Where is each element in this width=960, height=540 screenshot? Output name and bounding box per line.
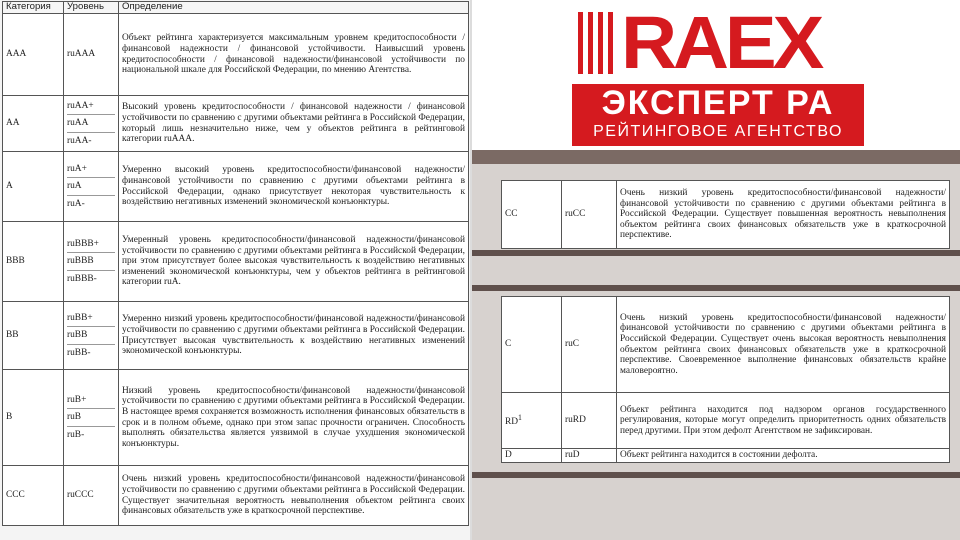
- logo-bars-icon: [578, 12, 613, 74]
- table-row: [3, 302, 469, 370]
- table-row: [502, 393, 950, 449]
- level-cell: [64, 302, 119, 370]
- level-cell: ruRD: [562, 393, 617, 449]
- table-row: [502, 181, 950, 249]
- level-cell: [64, 466, 119, 526]
- level-cell: ruC: [562, 297, 617, 393]
- level-cell: [64, 222, 119, 302]
- definition-cell: Объект рейтинга находится под надзором органов государственного регулирования, которые могут определить приоритетность одних обязательств перед другими. При этом дефолт Агентством не зафиксирован.: [617, 393, 950, 449]
- header-level: Уровень: [64, 2, 119, 14]
- rating-cc-table: [501, 180, 950, 249]
- table-header-row: [3, 2, 469, 14]
- header-definition: Определение: [119, 2, 469, 14]
- footnote-mark: 1: [518, 413, 522, 423]
- level-value: ruA: [67, 178, 115, 196]
- category-cell: BBB: [3, 222, 64, 302]
- level-value: ruAA-: [67, 135, 92, 146]
- left-panel: [0, 0, 470, 540]
- level-value: ruCCC: [67, 490, 94, 501]
- divider-stripe: [472, 250, 960, 256]
- category-cell: AA: [3, 96, 64, 152]
- level-value: ruAA: [67, 115, 115, 133]
- level-cell: [64, 96, 119, 152]
- definition-cell: Умеренно высокий уровень кредитоспособности/финансовой надежности/финансовой устойчивости по сравнению с другими объектами рейтинга в Российской Федерации, однако присутствует некоторая чувствительность к воздействию негативных изменений экономической конъюнктуры.: [119, 152, 469, 222]
- table-row: [3, 96, 469, 152]
- level-value: ruBBB: [67, 253, 115, 271]
- divider-stripe: [472, 472, 960, 478]
- category-cell: D: [502, 449, 562, 463]
- logo-brand: RAEX: [621, 1, 821, 84]
- level-value: ruBBB-: [67, 273, 97, 284]
- level-cell: ruCC: [562, 181, 617, 249]
- table-row: [3, 466, 469, 526]
- category-cell: AAA: [3, 14, 64, 96]
- brown-band: [472, 150, 960, 164]
- rating-scale-table: [2, 1, 469, 526]
- category-cell: B: [3, 370, 64, 466]
- category-cell: A: [3, 152, 64, 222]
- level-cell: [64, 152, 119, 222]
- level-value: ruB-: [67, 429, 85, 440]
- category-cell: BB: [3, 302, 64, 370]
- level-value: ruA-: [67, 198, 85, 209]
- definition-cell: Очень низкий уровень кредитоспособности/финансовой надежности/финансовой устойчивости по сравнению с другими объектами рейтинга в Российской Федерации. Существует значительная вероятность невыполнения объектом рейтинга своих финансовых обязательств уже в краткосрочной перспективе.: [119, 466, 469, 526]
- level-value: ruBBB+: [67, 236, 115, 254]
- table-row: [3, 152, 469, 222]
- logo-name: ЭКСПЕРТ РА: [601, 84, 835, 122]
- table-row: [3, 14, 469, 96]
- definition-cell: Очень низкий уровень кредитоспособности/финансовой надежности/финансовой устойчивости по сравнению с другими объектами рейтинга в Российской Федерации. Существует очень высокая вероятность невыполнения объектом рейтинга своих финансовых обязательств уже в краткосрочной перспективе. Своевременное выполнение финансовых обязательств крайне маловероятно.: [617, 297, 950, 393]
- category-cell: [502, 393, 562, 449]
- level-value: ruB+: [67, 392, 115, 410]
- logo-tagline: РЕЙТИНГОВОЕ АГЕНТСТВО: [593, 123, 843, 140]
- logo-plate: [572, 84, 864, 146]
- table-row: [3, 222, 469, 302]
- raex-wordmark: [572, 1, 864, 84]
- level-value: ruA+: [67, 161, 115, 179]
- definition-cell: Умеренно низкий уровень кредитоспособности/финансовой надежности/финансовой устойчивости по сравнению с другими объектами рейтинга в Российской Федерации. Присутствует высокая чувствительность к воздействию негативных изменений экономической конъюнктуры.: [119, 302, 469, 370]
- definition-cell: Высокий уровень кредитоспособности / финансовой надежности / финансовой устойчивости по сравнению с другими объектами рейтинга в Российской Федерации, который лишь незначительно ниже, чем у объектов рейтинга в рейтинговой категории ruAAA.: [119, 96, 469, 152]
- level-value: ruBB: [67, 327, 115, 345]
- level-cell: [64, 370, 119, 466]
- table-row: [502, 297, 950, 393]
- divider-stripe: [472, 285, 960, 291]
- definition-cell: Объект рейтинга характеризуется максимальным уровнем кредитоспособности / финансовой надежности / финансовой устойчивости. Наивысший уровень кредитоспособности / финансовой надежности/финансовой устойчивости по национальной шкале для Российской Федерации, по мнению Агентства.: [119, 14, 469, 96]
- table-row: [502, 449, 950, 463]
- definition-cell: Объект рейтинга находится в состоянии дефолта.: [617, 449, 950, 463]
- definition-cell: Очень низкий уровень кредитоспособности/финансовой надежности/финансовой устойчивости по сравнению с другими объектами рейтинга в Российской Федерации. Существует повышенная вероятность невыполнения объектом рейтинга своих финансовых обязательств уже в краткосрочной перспективе.: [617, 181, 950, 249]
- level-cell: [64, 14, 119, 96]
- raex-logo: [572, 1, 864, 144]
- rating-c-d-table: [501, 296, 950, 463]
- right-panel: [472, 0, 960, 540]
- category-cell: CCC: [3, 466, 64, 526]
- category-label: RD: [505, 417, 519, 428]
- level-value: ruBB-: [67, 347, 91, 358]
- definition-cell: Низкий уровень кредитоспособности/финансовой надежности/финансовой устойчивости по сравнению с другими объектами рейтинга в Российской Федерации. В настоящее время сохраняется возможность исполнения финансовых обязательств в срок и в полном объеме, однако при этом запас прочности ограничен. Способность выполнять обязательства является уязвимой в случае ухудшения экономической конъюнктуры.: [119, 370, 469, 466]
- definition-cell: Умеренный уровень кредитоспособности/финансовой надежности/финансовой устойчивости по сравнению с другими объектами рейтинга в Российской Федерации, при этом присутствует более высокая чувствительность к воздействию негативных изменений экономической конъюнктуры, чем у объектов рейтинга в рейтинговой категории ruA.: [119, 222, 469, 302]
- header-category: Категория: [3, 2, 64, 14]
- table-row: [3, 370, 469, 466]
- level-value: ruAA+: [67, 98, 115, 116]
- level-value: ruAAA: [67, 49, 96, 60]
- level-cell: ruD: [562, 449, 617, 463]
- level-value: ruB: [67, 409, 115, 427]
- category-cell: CC: [502, 181, 562, 249]
- category-cell: C: [502, 297, 562, 393]
- level-value: ruBB+: [67, 310, 115, 328]
